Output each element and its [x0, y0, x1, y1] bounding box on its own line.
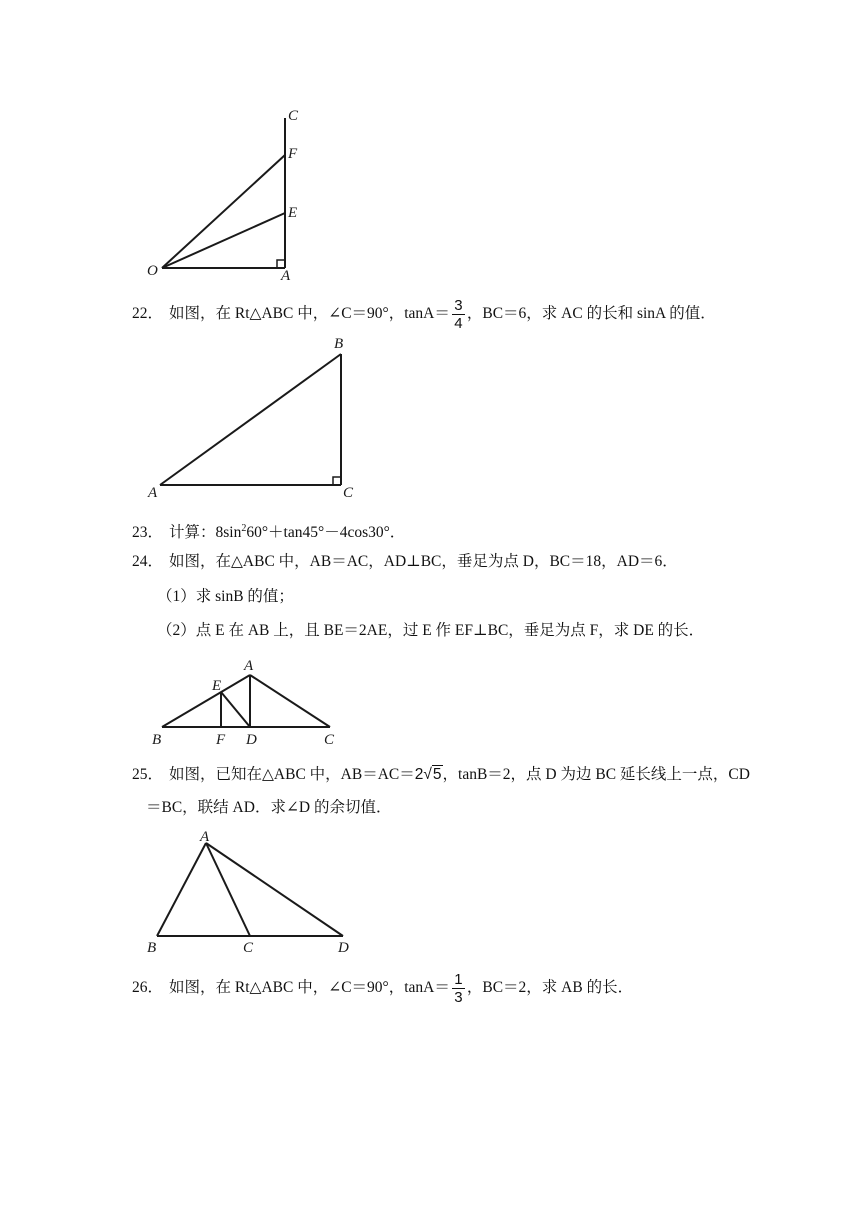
question-24-part-1: （1）求 sinB 的值；	[157, 588, 294, 605]
segment-BA	[162, 675, 250, 727]
right-angle-mark	[277, 260, 285, 268]
question-text: ，BC＝2，求 AB 的长．	[466, 979, 634, 997]
question-text: 如图，在 Rt△ABC 中，∠C＝90°，tanA＝	[169, 979, 450, 997]
segment-AC	[250, 675, 330, 727]
label-B: B	[147, 940, 157, 956]
label-F: F	[216, 732, 226, 748]
figure-25	[140, 828, 360, 958]
question-22	[132, 298, 716, 331]
label-A: A	[244, 658, 254, 674]
segment-ED	[221, 692, 250, 727]
question-26	[132, 972, 633, 1005]
segment-AD	[206, 843, 343, 936]
label-D: D	[338, 940, 349, 956]
label-C: C	[243, 940, 254, 956]
superscript: 2	[241, 523, 247, 534]
question-23	[132, 518, 405, 544]
label-D: D	[246, 732, 257, 748]
numerator: 1	[454, 971, 463, 988]
label-F: F	[288, 146, 298, 162]
question-text: 如图，在 Rt△ABC 中，∠C＝90°，tanA＝	[169, 305, 450, 323]
segment-AB	[160, 354, 341, 485]
fraction	[452, 972, 465, 1005]
radicand: 5	[432, 766, 442, 783]
label-B: B	[152, 732, 162, 748]
question-number: 22．	[132, 305, 164, 323]
label-E: E	[288, 205, 298, 221]
question-number: 23．	[132, 524, 164, 542]
label-A: A	[148, 485, 158, 501]
question-text: ，tanB＝2，点 D 为边 BC 延长线上一点，CD	[442, 766, 750, 783]
question-25	[132, 764, 750, 786]
sqrt-expression: 2√5	[414, 766, 442, 783]
figure-24	[140, 652, 350, 752]
denominator: 3	[454, 989, 463, 1006]
segment-AB	[157, 843, 206, 936]
question-text: 如图，在△ABC 中，AB＝AC，AD⊥BC，垂足为点 D，BC＝18，AD＝6．	[169, 553, 678, 570]
right-angle-mark	[333, 477, 341, 485]
label-B: B	[334, 336, 344, 352]
label-C: C	[343, 485, 354, 501]
question-24-part-2: （2）点 E 在 AB 上，且 BE＝2AE，过 E 作 EF⊥BC，垂足为点 F，求 DE 的长．	[157, 622, 705, 639]
segment-OF	[162, 155, 285, 268]
question-number: 24．	[132, 553, 164, 570]
label-O: O	[147, 263, 158, 279]
coefficient: 2	[414, 766, 424, 783]
label-C: C	[288, 108, 299, 124]
figure-21	[140, 100, 330, 285]
label-C: C	[324, 732, 335, 748]
question-25-line-2: ＝BC，联结 AD．求∠D 的余切值．	[146, 799, 392, 816]
question-text: 60°＋tan45°－4cos30°．	[246, 524, 406, 542]
label-A: A	[200, 829, 210, 845]
segment-OE	[162, 213, 285, 268]
fraction	[452, 298, 465, 331]
label-A: A	[281, 268, 291, 284]
figure-22	[140, 332, 370, 502]
question-number: 25．	[132, 766, 164, 783]
question-number: 26．	[132, 979, 164, 997]
label-E: E	[212, 678, 222, 694]
numerator: 3	[454, 297, 463, 314]
denominator: 4	[454, 315, 463, 332]
question-text: 如图，已知在△ABC 中，AB＝AC＝	[169, 766, 415, 783]
question-text: 计算：8sin	[169, 524, 242, 542]
question-text: ，BC＝6，求 AC 的长和 sinA 的值．	[466, 305, 716, 323]
question-24	[132, 551, 678, 573]
